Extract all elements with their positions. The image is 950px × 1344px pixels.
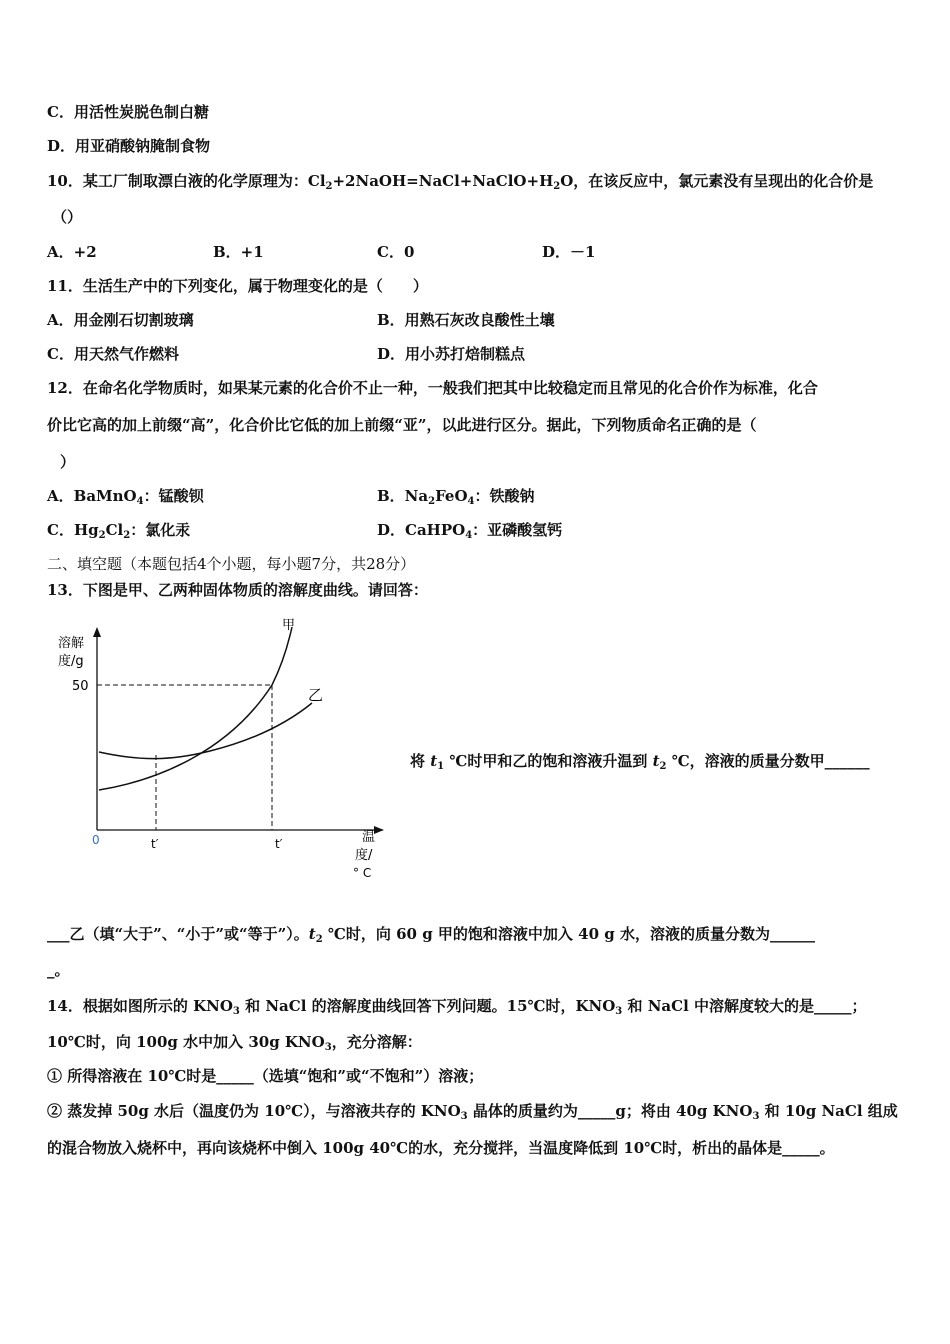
q11-option-d: D．用小苏打焙制糕点 [377, 345, 526, 363]
solubility-chart [50, 615, 390, 885]
q14-line4: ② 蒸发掉 50g 水后（温度仍为 10℃），与溶液共存的 $KNO_3$ 晶体的质量约为_____g；将由 40g $KNO_3$ 和 10g NaCl 组成 [47, 1102, 898, 1122]
q9-option-c: C．用活性炭脱色制白糖 [47, 103, 209, 121]
q13-question-part1: 将 $t_1$ ℃时甲和乙的饱和溶液升温到 $t_2$ ℃，溶液的质量分数甲______ [410, 752, 870, 772]
y-axis-arrow [93, 627, 101, 637]
q12-stem-line3: ） [60, 453, 76, 471]
q13-question-part3: _。 [47, 961, 70, 979]
q11-stem: 11．生活生产中的下列变化，属于物理变化的是（ ） [47, 277, 428, 295]
q14-line1: 14．根据如图所示的 $KNO_3$ 和 NaCl 的溶解度曲线回答下列问题。15℃时，$KNO_3$ 和 NaCl 中溶解度较大的是_____； [47, 997, 867, 1017]
ylabel-line1: 溶解 [58, 636, 85, 651]
q11-option-b: B．用熟石灰改良酸性土壤 [377, 311, 555, 329]
xtick-t1: t′ [151, 837, 159, 851]
q10-paren: （） [52, 208, 83, 226]
section-heading: 二、填空题（本题包括4个小题，每小题7分，共28分） [47, 555, 416, 573]
xtick-t2: t′ [275, 837, 283, 851]
curve-label-jia: 甲 [282, 618, 296, 633]
xlabel-line1: 温 [362, 830, 376, 845]
q11-option-a: A．用金刚石切割玻璃 [47, 311, 194, 329]
q12-option-c: C．$Hg_2Cl_2$：氯化汞 [47, 521, 191, 541]
xlabel-line3: ° C [353, 866, 372, 880]
q13-stem: 13．下图是甲、乙两种固体物质的溶解度曲线。请回答： [47, 581, 428, 599]
q10-stem: 10．某工厂制取漂白液的化学原理为：$Cl_2+2NaOH=NaCl+NaClO+H_2O$，在该反应中，氯元素没有呈现出的化合价是 [47, 172, 874, 192]
q14-line3: ① 所得溶液在 10℃时是_____（选填“饱和”或“不饱和”）溶液； [47, 1067, 484, 1085]
q11-option-c: C．用天然气作燃料 [47, 345, 179, 363]
q10-option-b: B．+1 [213, 243, 264, 261]
q10-option-d: D．－1 [542, 243, 596, 261]
q10-option-c: C．0 [377, 243, 415, 261]
q10-option-a: A．+2 [47, 243, 97, 261]
ytick-50: 50 [72, 679, 89, 694]
q14-line2: 10℃时，向 100g 水中加入 30g $KNO_3$，充分溶解： [47, 1033, 422, 1053]
x-axis-arrow [374, 826, 384, 834]
ylabel-line2: 度/g [58, 654, 84, 669]
q12-option-b: B．$Na_2FeO_4$：铁酸钠 [377, 487, 535, 507]
q12-stem-line2: 价比它高的加上前缀“高”，化合价比它低的加上前缀“亚”，以此进行区分。据此，下列物质命名正确的是（ [47, 416, 757, 434]
curve-jia [99, 627, 292, 790]
q9-option-d: D．用亚硝酸钠腌制食物 [47, 137, 211, 155]
q12-stem-line1: 12．在命名化学物质时，如果某元素的化合价不止一种，一般我们把其中比较稳定而且常见的化合价作为标准，化合 [47, 379, 818, 397]
q14-line5: 的混合物放入烧杯中，再向该烧杯中倒入 100g 40℃的水，充分搅拌，当温度降低到 10℃时，析出的晶体是_____。 [47, 1139, 835, 1157]
origin-label: 0 [92, 833, 100, 847]
xlabel-line2: 度/ [355, 848, 373, 863]
q12-option-d: D．CaHPO$_4$：亚磷酸氢钙 [377, 521, 563, 541]
q13-question-part2: ___乙（填“大于”、“小于”或“等于”）。$t_2$ ℃时，向 60 g 甲的饱和溶液中加入 40 g 水，溶液的质量分数为______ [47, 925, 815, 945]
curve-label-yi: 乙 [308, 686, 324, 704]
q12-option-a: A．BaMnO$_4$：锰酸钡 [47, 487, 204, 507]
